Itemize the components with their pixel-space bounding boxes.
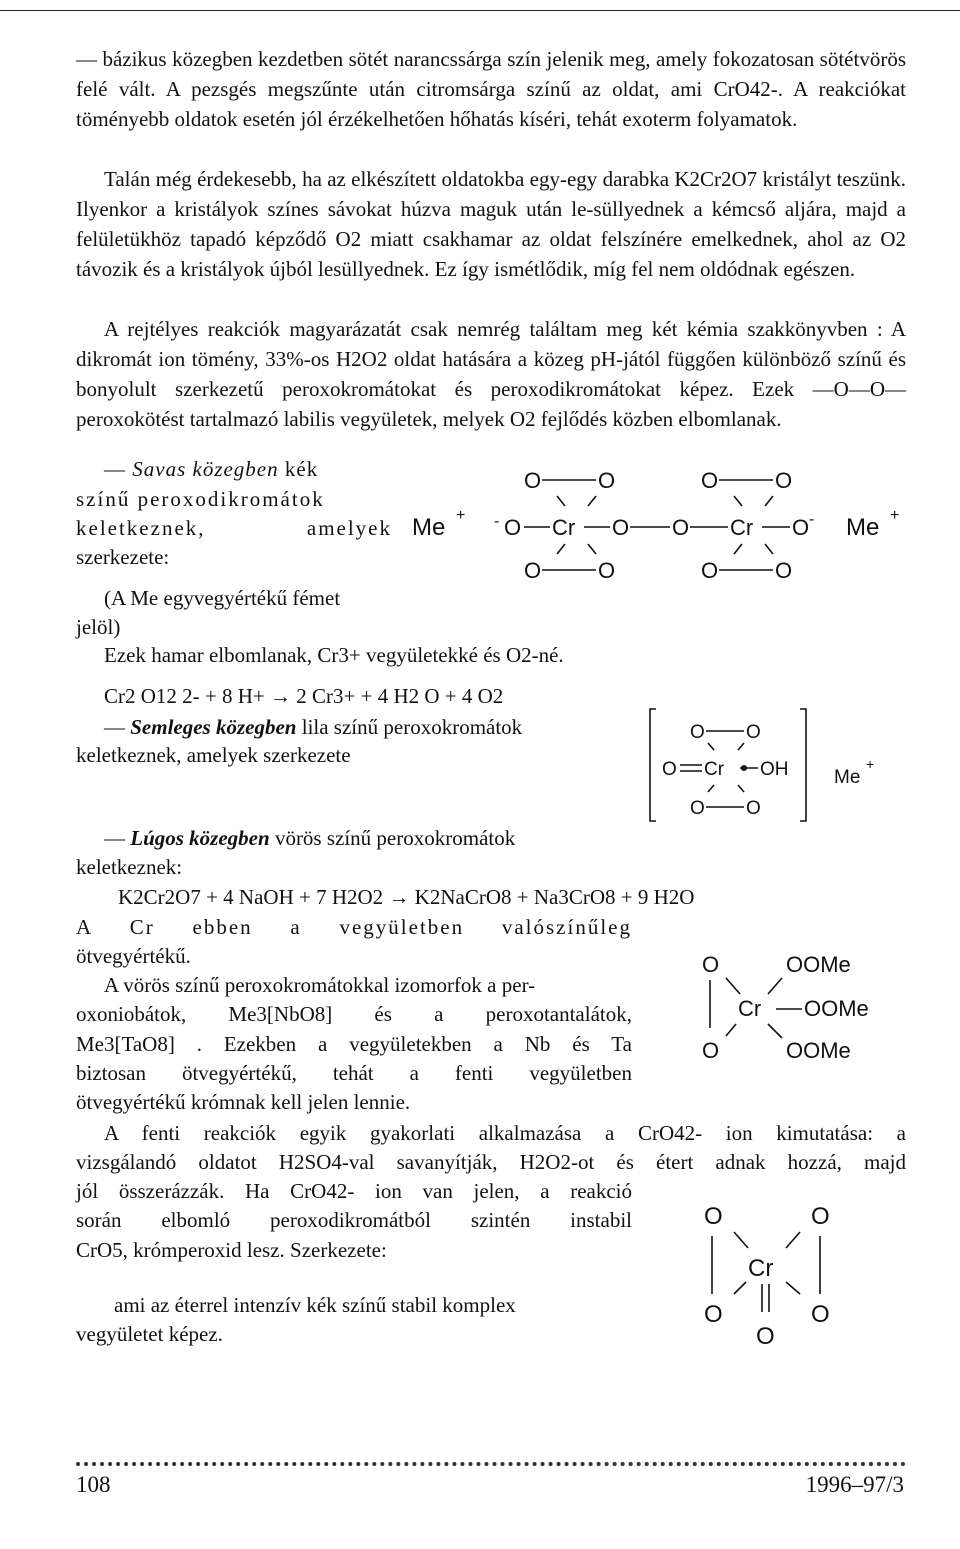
isomorph-line-3: Me3[TaO8] . Ezekben a vegyületekben a Nb és Ta: [76, 1032, 632, 1056]
footer-rule: [76, 1462, 906, 1466]
atom-o: O: [746, 722, 761, 743]
final-line-3: jól összerázzák. Ha CrO42- ion van jelen, a reakció: [76, 1179, 632, 1203]
atom-cr: Cr: [730, 515, 754, 540]
top-rule: [0, 0, 960, 11]
atom-o: O: [598, 468, 616, 493]
savas-note-2: jelöl): [76, 615, 121, 639]
decomposition-line: Ezek hamar elbomlanak, Cr3+ vegyületekké és O2-né.: [104, 643, 564, 667]
final-line-6: ami az éterrel intenzív kék színű stabil komplex: [114, 1293, 516, 1317]
atom-o: O: [792, 515, 810, 540]
cro5-structure: [696, 1194, 846, 1354]
final-line-5: CrO5, krómperoxid lesz. Szerkezete:: [76, 1238, 387, 1262]
lugos-keyword: Lúgos közegben: [130, 826, 270, 850]
final-line-1: A fenti reakciók egyik gyakorlati alkalmazása a CrO42- ion kimutatása: a: [104, 1121, 906, 1145]
atom-o: O: [612, 515, 630, 540]
atom-o: O: [704, 1203, 723, 1230]
charge-plus: +: [456, 507, 466, 524]
savas-line-1: — Savas közegben kék: [104, 457, 319, 481]
isomorph-line-4: biztosan ötvegyértékű, tehát a fenti vegyületben: [76, 1061, 632, 1085]
atom-o: O: [504, 515, 522, 540]
group-oh: OH: [760, 759, 789, 780]
savas-note-1: (A Me egyvegyértékű fémet: [104, 586, 341, 610]
semleges-line-2: keletkeznek, amelyek szerkezete: [76, 743, 351, 767]
atom-cr: Cr: [738, 996, 762, 1021]
atom-o: O: [690, 722, 705, 743]
final-line-7: vegyületet képez.: [76, 1322, 223, 1346]
isomorph-line-2: oxoniobátok, Me3[NbO8] és a peroxotantalátok,: [76, 1002, 632, 1026]
lugos-line-2: keletkeznek:: [76, 855, 183, 879]
atom-o: O: [701, 558, 719, 580]
charge-plus: +: [866, 756, 875, 772]
semleges-keyword: Semleges közegben: [130, 715, 297, 739]
peroxodichromate-structure: [412, 460, 912, 580]
cation-me: Me: [846, 514, 880, 541]
atom-o: O: [746, 798, 761, 819]
savas-line-4: szerkezete:: [76, 545, 170, 569]
peroxochromate-neutral-structure: [648, 705, 898, 825]
cr-valence-line-1: A Cr ebben a vegyületben valószínűleg: [76, 915, 632, 939]
paragraph-explanation: A rejtélyes reakciók magyarázatát csak nemrég találtam meg két kémia szakkönyvben : A dikromát ion tömény, 33%-os H2O2 oldat hatására a közeg pH-jától függően különböző színű és bonyolult szerkezetű peroxokromátokat és peroxodikromátokat képez. Ezek —O—O— peroxokötést tartalmazó labilis vegyületek, melyek O2 fejlődés közben elbomlanak.: [76, 317, 906, 431]
isomorph-line-5: ötvegyértékű krómnak kell jelen lennie.: [76, 1090, 411, 1114]
atom-o: O: [662, 759, 677, 780]
cation-me: Me: [834, 767, 861, 788]
paragraph-basic-medium: — bázikus közegben kezdetben sötét narancssárga szín jelenik meg, amely fokozatosan sötétvörös felé vált. A pezsgés megszűnte után citromsárga színű az oldat, ami CrO42-. A reakciókat töményebb oldatok esetén jól érzékelhetően hőhatás kíséri, tehát exoterm folyamatok.: [76, 47, 906, 131]
isomorph-line-1: A vörös színű peroxokromátokkal izomorfok a per-: [104, 973, 536, 997]
atom-o: O: [702, 952, 720, 977]
group-oome: OOMe: [804, 996, 869, 1021]
final-line-4: során elbomló peroxodikromátból szintén instabil: [76, 1208, 632, 1232]
decomposition-equation: Cr2 O12 2- + 8 H+ → 2 Cr3+ + 4 H2 O + 4 O2: [104, 684, 504, 708]
atom-cr: Cr: [704, 759, 725, 780]
charge-minus: -: [494, 513, 500, 530]
savas-keyword: Savas közegben: [132, 457, 279, 481]
atom-o: O: [775, 558, 793, 580]
atom-cr: Cr: [552, 515, 576, 540]
cation-me: Me: [412, 514, 446, 541]
atom-o: O: [524, 468, 542, 493]
atom-o: O: [672, 515, 690, 540]
atom-o: O: [524, 558, 542, 580]
peroxochromate-alkaline-structure: [696, 948, 896, 1068]
issue-number: 1996–97/3: [805, 1472, 904, 1497]
savas-line-2: színű peroxodikromátok: [76, 487, 325, 511]
semleges-line-1: — Semleges közegben lila színű peroxokromátok: [104, 715, 523, 739]
atom-o: O: [701, 468, 719, 493]
group-oome: OOMe: [786, 1038, 851, 1063]
final-line-2: vizsgálandó oldatot H2SO4-val savanyítják, H2O2-ot és étert adnak hozzá, majd: [76, 1150, 906, 1174]
atom-o: O: [756, 1323, 775, 1350]
charge-plus: +: [890, 507, 900, 524]
atom-o: O: [598, 558, 616, 580]
page-number: 108: [76, 1472, 111, 1497]
atom-o: O: [811, 1203, 830, 1230]
group-oome: OOMe: [786, 952, 851, 977]
atom-o: O: [702, 1038, 720, 1063]
lugos-line-1: — Lúgos közegben vörös színű peroxokromátok: [104, 826, 516, 850]
paragraph-crystals: Talán még érdekesebb, ha az elkészített oldatokba egy-egy darabka K2Cr2O7 kristályt teszünk. Ilyenkor a kristályok színes sávokat húzva maguk után le-süllyednek a kémcső aljára, majd a felületükhöz tapadó képződő O2 miatt csakhamar az oldat felszínére emelkednek, ahol az O2 távozik és a kristályok újból lesüllyednek. Ez így ismétlődik, míg fel nem oldódnak egészen.: [76, 167, 906, 281]
lugos-equation: K2Cr2O7 + 4 NaOH + 7 H2O2 → K2NaCrO8 + Na3CrO8 + 9 H2O: [118, 885, 695, 909]
cr-valence-line-2: ötvegyértékű.: [76, 944, 191, 968]
atom-o: O: [704, 1301, 723, 1328]
savas-line-3: keletkeznek, amelyek: [76, 516, 392, 540]
charge-minus: -: [809, 511, 815, 528]
atom-o: O: [775, 468, 793, 493]
atom-o: O: [811, 1301, 830, 1328]
atom-cr: Cr: [748, 1255, 774, 1282]
atom-o: O: [690, 798, 705, 819]
